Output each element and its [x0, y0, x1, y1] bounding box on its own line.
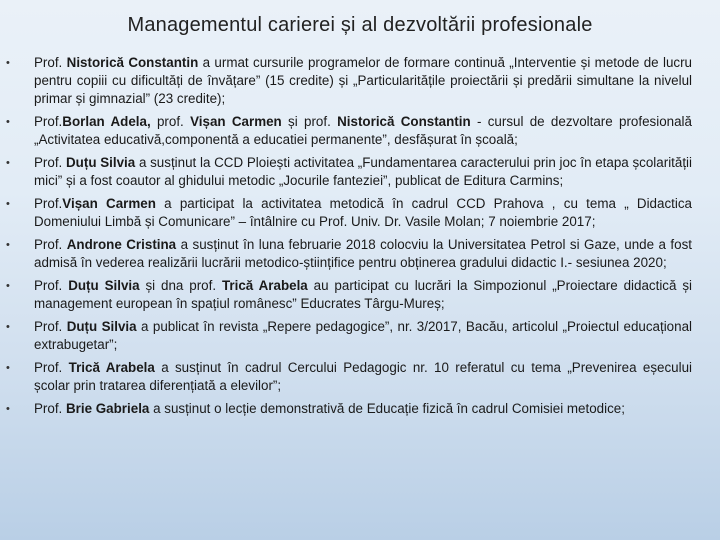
item-text: Prof. — [34, 278, 69, 293]
bullet-icon: • — [6, 57, 10, 69]
list-item — [6, 154, 692, 190]
list-item-text — [34, 319, 692, 352]
list-item — [6, 54, 692, 108]
page-title: Managementul carierei și al dezvoltării profesionale — [127, 14, 593, 36]
teacher-name: Duțu Silvia — [66, 319, 137, 334]
bullet-list — [6, 54, 692, 423]
bullet-icon: • — [6, 157, 10, 169]
item-text: prof. — [150, 114, 191, 129]
bullet-icon: • — [6, 198, 10, 210]
teacher-name: Duțu Silvia — [66, 155, 136, 170]
item-text: și dna prof. — [139, 278, 222, 293]
item-text: Prof. — [34, 401, 66, 416]
list-item — [6, 359, 692, 395]
list-item — [6, 277, 692, 313]
teacher-name: Nistorică Constantin — [337, 114, 471, 129]
item-text: - cursul de dezvoltare profesională „Activitatea educativă,componentă a educatiei permanente”, desfășurat în școală; — [34, 114, 692, 147]
teacher-name: Borlan Adela, — [62, 114, 151, 129]
bullet-icon: • — [6, 321, 10, 333]
list-item-text — [34, 55, 692, 106]
item-text: Prof. — [34, 155, 67, 170]
item-text: Prof. — [34, 196, 63, 211]
teacher-name: Androne Cristina — [66, 237, 177, 252]
list-item — [6, 195, 692, 231]
item-text: a publicat în revista „Repere pedagogice”, nr. 3/2017, Bacău, articolul „Proiectul educațional extrabugetar”; — [34, 319, 693, 352]
list-item-text — [34, 155, 692, 188]
list-item — [6, 400, 692, 418]
bullet-icon: • — [6, 280, 10, 292]
item-text: și prof. — [281, 114, 338, 129]
bullet-icon: • — [6, 362, 10, 374]
list-item — [6, 236, 692, 272]
item-text: a susținut la CCD Ploiești activitatea „Fundamentarea caracterului prin joc în etapa școlarității mici” și a fost coautor al ghidului metodic „Jocurile fanteziei”, publicat de Editura Carmins; — [34, 155, 693, 188]
list-item — [6, 113, 692, 149]
teacher-name: Nistorică Constantin — [66, 55, 199, 70]
item-text: Prof. — [34, 237, 67, 252]
bullet-icon: • — [6, 239, 10, 251]
teacher-name: Trică Arabela — [68, 360, 155, 375]
item-text: a susținut în luna februarie 2018 colocviu la Universitatea Petrol si Gaze, unde a fost admisă în vederea realizării lucrării metodico-științifice pentru obținerea gradului didactic I.- sesiunea 2020; — [34, 237, 692, 270]
teacher-name: Trică Arabela — [221, 278, 308, 293]
list-item-text — [34, 196, 692, 229]
item-text: a urmat cursurile programelor de formare continuă „Interventie și metode de lucru pentru copiii cu dificultăți de învățare” (15 credite) și „Particularitățile proiectării și predării simultane la nivelul primar și gimnazial” (23 credite); — [34, 55, 692, 106]
list-item-text — [34, 401, 625, 416]
teacher-name: Duțu Silvia — [68, 278, 140, 293]
item-text: a susținut o lecție demonstrativă de Educație fizică în cadrul Comisiei metodice; — [149, 401, 625, 416]
item-text: a susținut în cadrul Cercului Pedagogic nr. 10 referatul cu tema „Prevenirea eșecului școlar prin tratarea diferențiată a elevilor”; — [34, 360, 692, 393]
list-item-text — [34, 278, 692, 311]
list-item — [6, 318, 692, 354]
list-item-text — [34, 114, 692, 147]
teacher-name: Brie Gabriela — [66, 401, 150, 416]
item-text: Prof. — [34, 55, 67, 70]
item-text: Prof. — [34, 360, 69, 375]
teacher-name: Vișan Carmen — [62, 196, 156, 211]
teacher-name: Vișan Carmen — [190, 114, 282, 129]
item-text: Prof. — [34, 114, 63, 129]
list-item-text — [34, 237, 692, 270]
bullet-icon: • — [6, 116, 10, 128]
bullet-icon: • — [6, 403, 10, 415]
item-text: a participat la activitatea metodică în cadrul CCD Prahova , cu tema „ Didactica Domeniului Limbă și Comunicare” – întâlnire cu Prof. Univ. Dr. Vasile Molan; 7 noiembrie 2017; — [34, 196, 692, 229]
item-text: Prof. — [34, 319, 67, 334]
item-text: au participat cu lucrări la Simpozionul „Proiectare didactică și management european în spațiul românesc” Educrates Târgu-Mureș; — [34, 278, 693, 311]
list-item-text — [34, 360, 692, 393]
